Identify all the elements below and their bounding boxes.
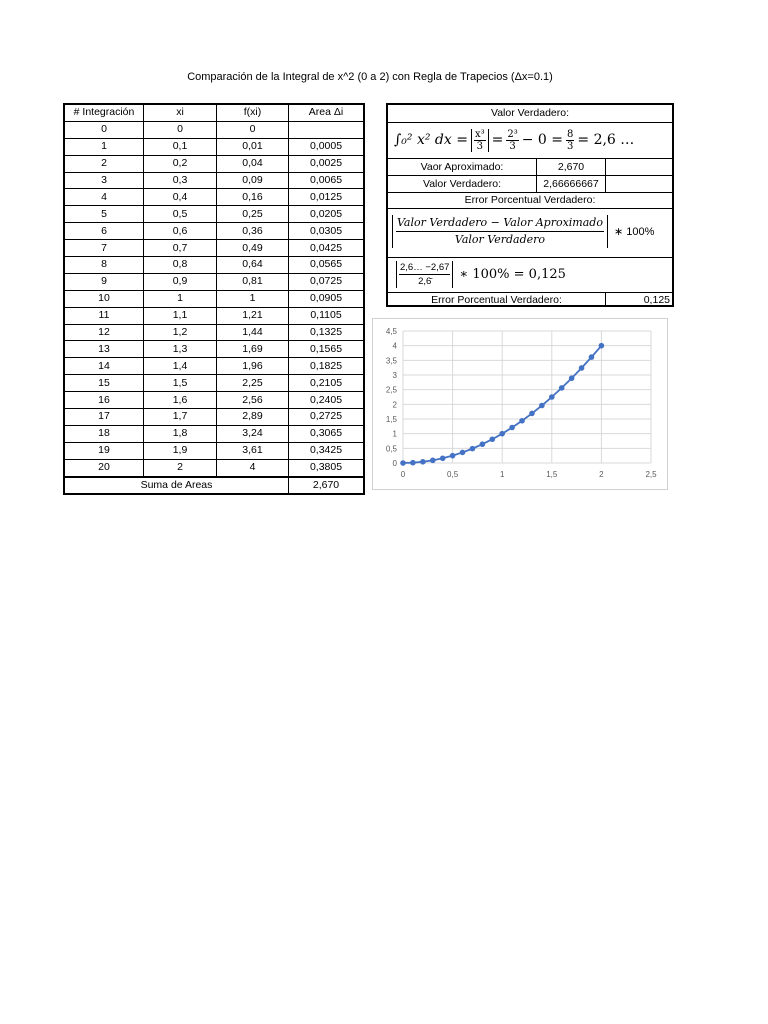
- cell-integracion: 6: [64, 223, 144, 240]
- data-point: [569, 375, 575, 381]
- table-footer-row: [64, 477, 364, 495]
- cell-area: 0,0565: [289, 257, 365, 274]
- data-point: [519, 418, 525, 424]
- sum-value: 2,670: [289, 477, 365, 495]
- page-title: Comparación de la Integral de x^2 (0 a 2) con Regla de Trapecios (Δx=0.1): [187, 71, 553, 83]
- data-point: [529, 411, 535, 417]
- table-row: [64, 392, 364, 409]
- x-tick-label: 0: [400, 470, 406, 479]
- table-row: [64, 189, 364, 206]
- header-fxi: f(xi): [217, 104, 289, 121]
- formula-num: Valor Verdadero − Valor Aproximado: [396, 215, 604, 232]
- cell-fxi: 0,81: [217, 273, 289, 290]
- error-final-row: [388, 293, 672, 307]
- y-tick-label: 3: [392, 371, 397, 380]
- cell-xi: 2: [144, 459, 217, 476]
- cell-fxi: 1,96: [217, 358, 289, 375]
- integral-expression: ∫₀² x² dx = $\frac{\text{x³}}{3}$ = $\frac{\text{2³}}{3}$ − 0 = $\frac{8}{3}$ = 2,6 …: [394, 128, 635, 152]
- cell-integracion: 4: [64, 189, 144, 206]
- cell-area: 0,1325: [289, 324, 365, 341]
- cell-xi: 1,4: [144, 358, 217, 375]
- cell-xi: 1,3: [144, 341, 217, 358]
- cell-fxi: 0,09: [217, 172, 289, 189]
- cell-xi: 0,2: [144, 155, 217, 172]
- y-tick-label: 2,5: [385, 385, 397, 395]
- cell-integracion: 17: [64, 409, 144, 426]
- calc-abs: [396, 261, 453, 288]
- bracket-den: 3: [476, 140, 483, 152]
- table-row: [64, 358, 364, 375]
- table-row: [64, 324, 364, 341]
- table-row: [64, 206, 364, 223]
- data-point: [450, 453, 456, 459]
- cell-xi: 1,1: [144, 307, 217, 324]
- table-row: [64, 138, 364, 155]
- frac1-num: 2³: [507, 128, 518, 140]
- cell-area: 0,3065: [289, 425, 365, 442]
- cell-fxi: 0,25: [217, 206, 289, 223]
- trapezoid-table: [63, 103, 365, 495]
- cell-area: 0,2725: [289, 409, 365, 426]
- data-point: [400, 460, 406, 466]
- cell-area: 0,1825: [289, 358, 365, 375]
- function-chart: [372, 318, 668, 490]
- y-tick-label: 1,5: [385, 415, 397, 424]
- cell-integracion: 13: [64, 341, 144, 358]
- table-row: [64, 375, 364, 392]
- frac2-den: 3: [567, 140, 574, 152]
- x-tick-label: 2: [599, 470, 604, 479]
- integral-lhs: ∫₀² x² dx =: [394, 132, 468, 148]
- cell-integracion: 9: [64, 273, 144, 290]
- cell-xi: 0,6: [144, 223, 217, 240]
- cell-xi: 0,4: [144, 189, 217, 206]
- cell-area: 0,2105: [289, 375, 365, 392]
- bracket-num: x³: [474, 128, 485, 140]
- data-point: [589, 354, 595, 360]
- data-point: [430, 458, 436, 464]
- cell-area: 0,0065: [289, 172, 365, 189]
- table-row: [64, 425, 364, 442]
- cell-fxi: 0: [217, 121, 289, 138]
- cell-xi: 0,9: [144, 273, 217, 290]
- cell-area: 0,1105: [289, 307, 365, 324]
- cell-area: 0,3425: [289, 442, 365, 459]
- data-point: [410, 460, 416, 466]
- data-point: [599, 343, 605, 349]
- cell-fxi: 1,21: [217, 307, 289, 324]
- data-point: [539, 403, 545, 409]
- cell-xi: 1,7: [144, 409, 217, 426]
- table-row: [64, 307, 364, 324]
- cell-area: 0,3805: [289, 459, 365, 476]
- cell-xi: 1: [144, 290, 217, 307]
- table-row: [64, 172, 364, 189]
- table-row: [64, 290, 364, 307]
- cell-xi: 0,7: [144, 240, 217, 257]
- error-calc-row: [388, 258, 672, 293]
- data-point: [470, 446, 476, 452]
- header-area: Area Δi: [289, 104, 365, 121]
- cell-fxi: 1,69: [217, 341, 289, 358]
- cell-area: 0,0125: [289, 189, 365, 206]
- header-xi: xi: [144, 104, 217, 121]
- table-row: [64, 240, 364, 257]
- data-point: [489, 436, 495, 442]
- integral-row: [388, 123, 672, 159]
- cell-fxi: 4: [217, 459, 289, 476]
- cell-integracion: 10: [64, 290, 144, 307]
- cell-area: 0,0205: [289, 206, 365, 223]
- aprox-label: Vaor Aproximado:: [420, 161, 504, 173]
- cell-fxi: 3,24: [217, 425, 289, 442]
- cell-area: 0,0005: [289, 138, 365, 155]
- table-row: [64, 273, 364, 290]
- cell-xi: 1,2: [144, 324, 217, 341]
- cell-integracion: 2: [64, 155, 144, 172]
- cell-fxi: 1,44: [217, 324, 289, 341]
- table-header-row: [64, 104, 364, 121]
- cell-integracion: 19: [64, 442, 144, 459]
- cell-area: 0,0305: [289, 223, 365, 240]
- data-point: [460, 450, 466, 456]
- cell-integracion: 1: [64, 138, 144, 155]
- frac1-den: 3: [509, 140, 516, 152]
- cell-integracion: 18: [64, 425, 144, 442]
- cell-area: 0,0025: [289, 155, 365, 172]
- cell-area: [289, 121, 365, 138]
- cell-xi: 1,6: [144, 392, 217, 409]
- formula-tail: ∗ 100%: [613, 226, 655, 238]
- formula-abs: [392, 215, 608, 248]
- results-panel: [386, 103, 674, 307]
- cell-fxi: 3,61: [217, 442, 289, 459]
- y-tick-label: 4: [392, 341, 397, 351]
- cell-fxi: 0,04: [217, 155, 289, 172]
- verdadero-label: Valor Verdadero:: [422, 178, 502, 190]
- data-point: [509, 425, 515, 431]
- cell-integracion: 20: [64, 459, 144, 476]
- table-row: [64, 121, 364, 138]
- y-tick-label: 4,5: [385, 327, 397, 336]
- cell-xi: 0: [144, 121, 217, 138]
- table-row: [64, 341, 364, 358]
- cell-xi: 0,3: [144, 172, 217, 189]
- cell-area: 0,2405: [289, 392, 365, 409]
- cell-fxi: 2,25: [217, 375, 289, 392]
- integral-result: = 2,6 …: [577, 132, 635, 148]
- error-header: Error Porcentual Verdadero:: [388, 193, 672, 209]
- error-formula-row: [388, 209, 672, 258]
- y-tick-label: 1: [392, 429, 397, 439]
- cell-area: 0,0425: [289, 240, 365, 257]
- table-row: [64, 155, 364, 172]
- valor-verdadero-header: Valor Verdadero:: [388, 105, 672, 123]
- cell-integracion: 5: [64, 206, 144, 223]
- data-point: [579, 365, 585, 371]
- cell-fxi: 0,36: [217, 223, 289, 240]
- data-point: [549, 394, 555, 400]
- y-tick-label: 0: [392, 459, 397, 468]
- data-point: [440, 456, 446, 462]
- cell-fxi: 0,64: [217, 257, 289, 274]
- verdadero-row: [388, 176, 672, 193]
- table-row: [64, 223, 364, 240]
- cell-fxi: 0,01: [217, 138, 289, 155]
- cell-integracion: 7: [64, 240, 144, 257]
- cell-xi: 1,8: [144, 425, 217, 442]
- y-tick-label: 2: [392, 400, 397, 410]
- verdadero-value: 2,66666667: [536, 176, 605, 192]
- calc-num: 2,6… −2,67: [400, 262, 450, 273]
- cell-fxi: 2,89: [217, 409, 289, 426]
- cell-integracion: 3: [64, 172, 144, 189]
- aprox-row: [388, 159, 672, 176]
- calc-den: 2,6̄: [418, 276, 432, 287]
- sum-label: Suma de Areas: [64, 477, 289, 495]
- cell-area: 0,0725: [289, 273, 365, 290]
- cell-area: 0,0905: [289, 290, 365, 307]
- cell-fxi: 0,49: [217, 240, 289, 257]
- cell-xi: 0,1: [144, 138, 217, 155]
- data-point: [559, 385, 565, 391]
- x-tick-label: 1: [499, 470, 505, 479]
- cell-fxi: 1: [217, 290, 289, 307]
- error-final-value: 0,125: [605, 293, 672, 307]
- error-final-label: Error Porcentual Verdadero:: [431, 294, 562, 306]
- x-tick-label: 0,5: [447, 470, 459, 479]
- x-tick-label: 1,5: [546, 470, 558, 479]
- cell-integracion: 12: [64, 324, 144, 341]
- chart-svg: [373, 319, 667, 489]
- cell-xi: 0,8: [144, 257, 217, 274]
- x-tick-label: 2,5: [645, 470, 657, 479]
- cell-integracion: 15: [64, 375, 144, 392]
- table-row: [64, 459, 364, 476]
- formula-den: Valor Verdadero: [454, 233, 546, 246]
- integral-bracket: [471, 129, 489, 152]
- cell-integracion: 0: [64, 121, 144, 138]
- cell-area: 0,1565: [289, 341, 365, 358]
- cell-integracion: 8: [64, 257, 144, 274]
- table-row: [64, 442, 364, 459]
- cell-fxi: 0,16: [217, 189, 289, 206]
- cell-integracion: 14: [64, 358, 144, 375]
- table-row: [64, 409, 364, 426]
- cell-xi: 1,9: [144, 442, 217, 459]
- header-integracion: # Integración: [64, 104, 144, 121]
- cell-integracion: 16: [64, 392, 144, 409]
- aprox-value: 2,670: [536, 159, 605, 175]
- data-point: [499, 431, 505, 437]
- y-tick-label: 3,5: [385, 356, 397, 366]
- integral-minus: − 0 =: [521, 132, 564, 148]
- y-tick-label: 0,5: [385, 444, 397, 454]
- table-row: [64, 257, 364, 274]
- data-point: [480, 441, 486, 447]
- cell-integracion: 11: [64, 307, 144, 324]
- data-point: [420, 459, 426, 465]
- cell-xi: 1,5: [144, 375, 217, 392]
- calc-tail: ∗ 100% = 0,125: [459, 267, 566, 282]
- cell-xi: 0,5: [144, 206, 217, 223]
- cell-fxi: 2,56: [217, 392, 289, 409]
- frac2-num: 8: [567, 128, 574, 140]
